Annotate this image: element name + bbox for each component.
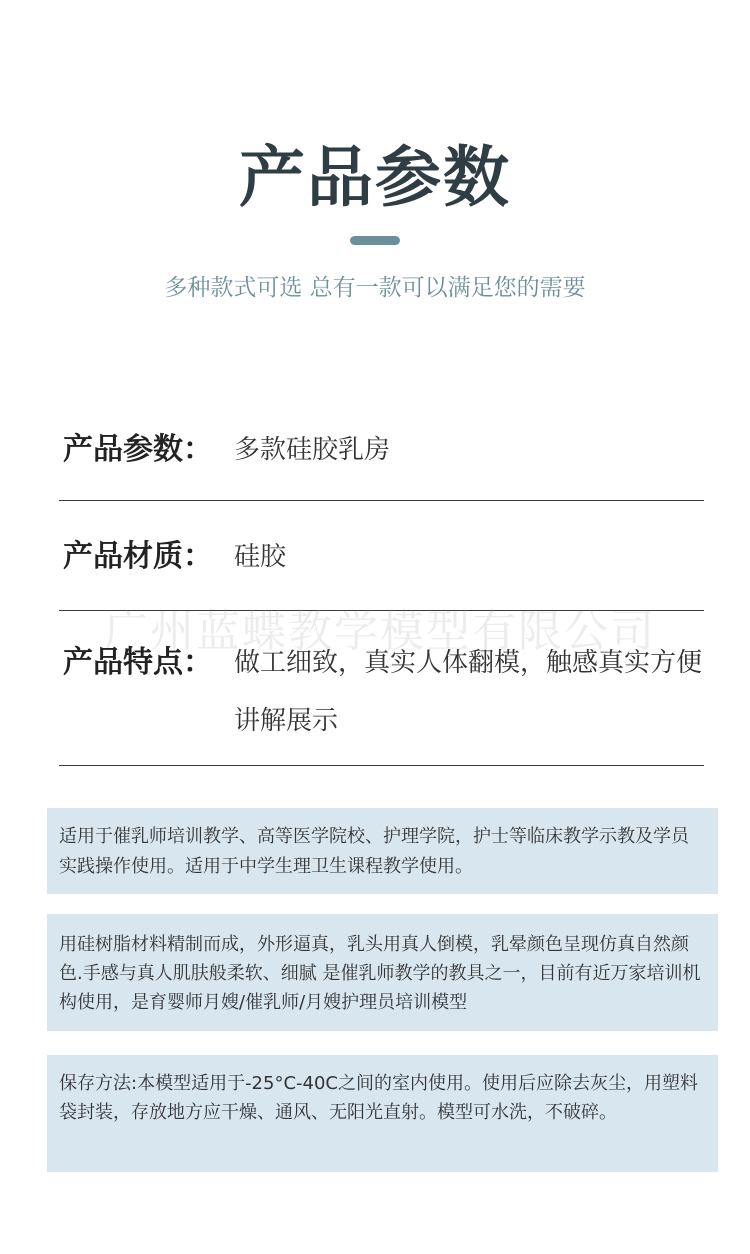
param-value: 做工细致，真实人体翻模，触感真实方便讲解展示: [234, 648, 703, 736]
info-text: 适用于催乳师培训教学、高等医学院校、护理学院，护士等临床教学示教及学员实践操作使用。适用于中学生理卫生课程教学使用。: [59, 826, 689, 877]
page-subtitle: 多种款式可选 总有一款可以满足您的需要: [164, 275, 586, 301]
param-value: 多款硅胶乳房: [234, 435, 391, 465]
info-box-material: [47, 914, 718, 1031]
param-row-features: [59, 610, 704, 766]
page-title: 产品参数: [239, 139, 511, 216]
info-text: 用硅树脂材料精制而成，外形逼真，乳头用真人倒模，乳晕颜色呈现仿真自然颜色.手感与真人肌肤般柔软、细腻 是催乳师教学的教具之一，目前有近万家培训机构使用，是育婴师月嫂/催乳师/月嫂护理员培训模型: [59, 934, 701, 1013]
info-text: 保存方法:本模型适用于-25°C-40C之间的室内使用。使用后应除去灰尘，用塑料袋封装，存放地方应干燥、通风、无阳光直射。模型可水洗，不破碎。: [59, 1073, 698, 1123]
param-row-material: [59, 500, 704, 611]
param-label: 产品特点：: [63, 645, 213, 680]
info-box-usage: [47, 808, 718, 894]
param-row-name: [59, 400, 704, 501]
watermark: 广州蓝蝶教学模型有限公司: [104, 606, 656, 657]
param-value: 硅胶: [234, 542, 287, 572]
param-label: 产品参数：: [63, 432, 213, 467]
param-label: 产品材质：: [63, 539, 213, 574]
title-underline-bar: [350, 236, 400, 245]
info-box-storage: [47, 1055, 718, 1172]
